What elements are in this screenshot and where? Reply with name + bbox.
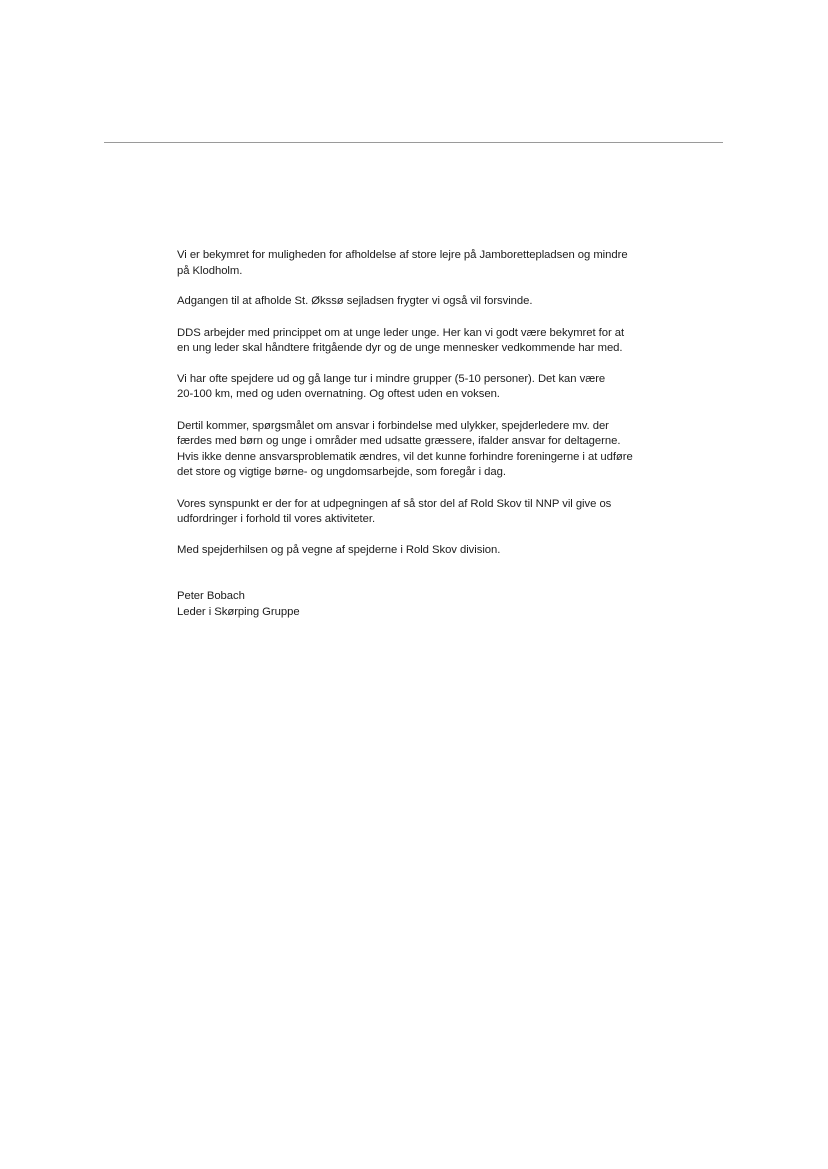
paragraph-line: en ung leder skal håndtere fritgående dyr og de unge mennesker vedkommende har med. <box>177 342 623 354</box>
paragraph-line: Vi har ofte spejdere ud og gå lange tur i mindre grupper (5-10 personer). Det kan være <box>177 372 606 385</box>
paragraph-line: det store og vigtige børne- og ungdomsarbejde, som foregår i dag. <box>177 466 506 478</box>
signature-title: Leder i Skørping Gruppe <box>177 605 300 618</box>
paragraph-line: Adgangen til at afholde St. Økssø sejladsen frygter vi også vil forsvinde. <box>177 295 533 307</box>
signature-name: Peter Bobach <box>177 590 245 602</box>
paragraph-line: Hvis ikke denne ansvarsproblematik ændres, vil det kunne forhindre foreningerne i at udføre <box>177 450 633 463</box>
signature-block <box>177 589 657 620</box>
paragraph-viewpoint <box>177 497 657 528</box>
paragraph-line: udfordringer i forhold til vores aktiviteter. <box>177 513 376 525</box>
paragraph-large-camps <box>177 248 657 279</box>
paragraph-line: 20-100 km, med og uden overnatning. Og oftest uden en voksen. <box>177 388 500 400</box>
paragraph-liability <box>177 419 657 481</box>
paragraph-young-leaders <box>177 326 657 357</box>
paragraph-line: færdes med børn og unge i områder med udsatte græssere, ifalder ansvar for deltagerne. <box>177 435 621 447</box>
header-divider <box>104 142 723 143</box>
paragraph-sailing-access <box>177 294 657 310</box>
paragraph-line: Vores synspunkt er der for at udpegningen af så stor del af Rold Skov til NNP vil give os <box>177 497 612 510</box>
paragraph-line: Vi er bekymret for muligheden for afholdelse af store lejre på Jamborettepladsen og mindre <box>177 249 628 261</box>
paragraph-line: på Klodholm. <box>177 264 243 277</box>
paragraph-line: Dertil kommer, spørgsmålet om ansvar i forbindelse med ulykker, spejderledere mv. der <box>177 419 609 432</box>
closing-greeting: Med spejderhilsen og på vegne af spejderne i Rold Skov division. <box>177 543 501 556</box>
paragraph-line: DDS arbejder med princippet om at unge leder unge. Her kan vi godt være bekymret for at <box>177 326 625 339</box>
letter-body <box>177 248 657 620</box>
paragraph-hiking-groups <box>177 372 657 403</box>
